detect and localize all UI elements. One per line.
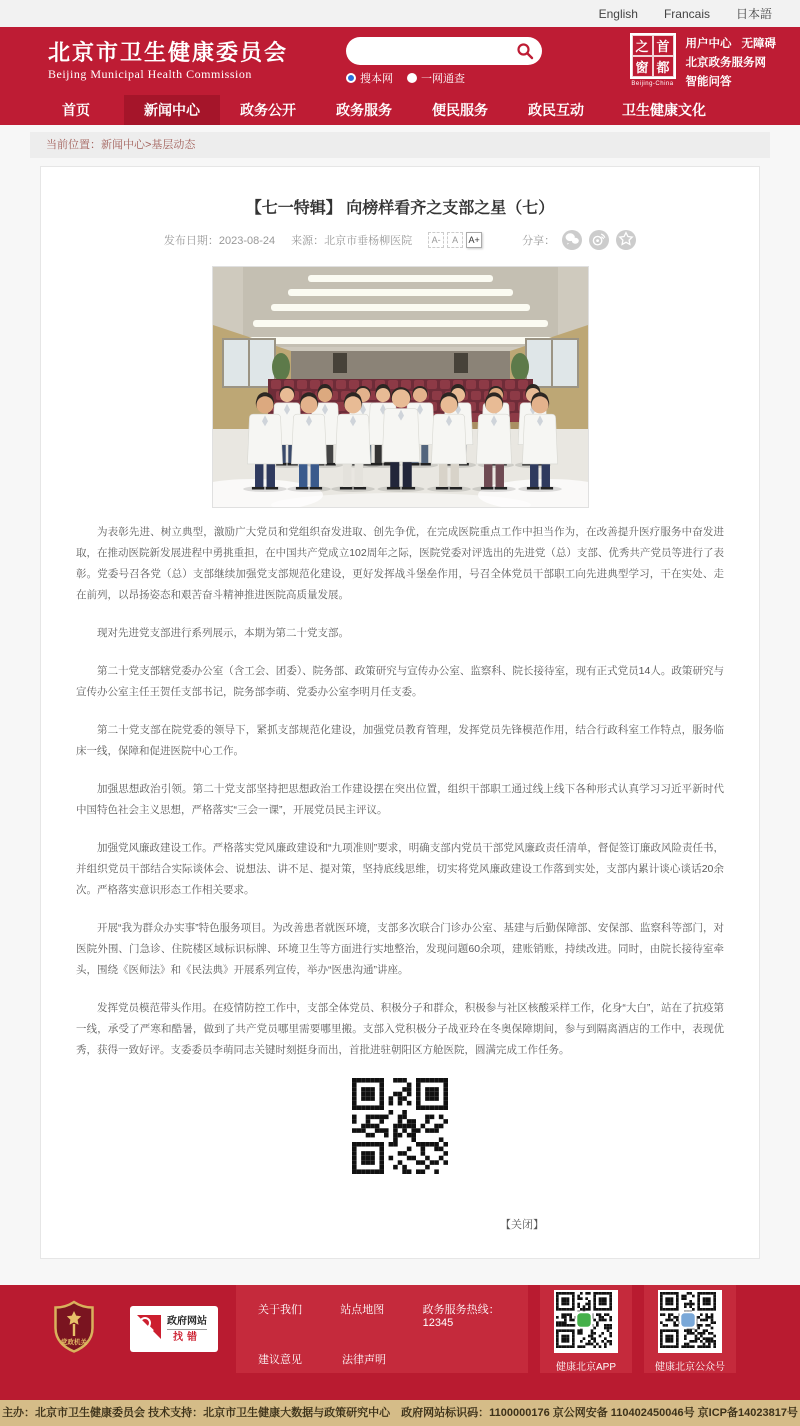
search-input[interactable] <box>358 40 512 64</box>
article-paragraph: 加强党风廉政建设工作。严格落实党风廉政建设和“九项准则”要求，明确支部内党员干部党风廉政责任清单，督促签订廉政风险责任书，并组织党员干部结合实际谈体会、说想法、讲不足、提对策，坚持底线思维，切实将党风廉政建设工作落到实处，支部内累计谈心谈话20余次。严格落实意识形态工作相关要求。 <box>76 842 724 896</box>
footer-links-panel <box>236 1285 528 1373</box>
lang-link-japanese[interactable]: 日本語 <box>735 7 772 21</box>
error-report-magnifier-icon <box>136 1312 162 1347</box>
article-paragraph: 现对先进党支部进行系列展示，本期为第二十党支部。 <box>97 627 349 639</box>
lang-link-english[interactable]: English <box>598 6 638 21</box>
article-paragraph: 发挥党员模范带头作用。在疫情防控工作中，支部全体党员、积极分子和群众，积极参与社区核酸采样工作，化身“大白”，站在了抗疫第一线，承受了严寒和酷暑，做到了共产党员哪里需要哪里搬。支部入党积极分子战亚玲在冬奥保障期间，参与到隔离酒店的工作中，表现优秀，获得一致好评。支委委员李萌同志关键时刻挺身而出，首批进驻朝阳区方舱医院，圆满完成工作任务。 <box>76 1002 724 1056</box>
article-meta <box>76 230 724 250</box>
portal-logo-char: 窗 <box>632 56 653 77</box>
link-beijing-gov-service[interactable]: 北京政务服务网 <box>685 57 766 69</box>
close-row <box>76 1216 724 1232</box>
font-larger-button[interactable]: A+ <box>466 232 482 248</box>
article-card <box>40 166 760 1259</box>
health-beijing-wechat-label: 健康北京公众号 <box>655 1362 725 1373</box>
nav-item-public-interaction[interactable]: 政民互动 <box>528 102 584 118</box>
link-smart-qa[interactable]: 智能问答 <box>685 76 732 88</box>
footer-qr-wechat <box>644 1285 736 1373</box>
site-header <box>0 27 800 125</box>
footer-link-about-us[interactable]: 关于我们 <box>258 1304 302 1316</box>
portal-logo-char: 都 <box>653 56 674 77</box>
share-wechat-button[interactable] <box>562 230 582 250</box>
star-icon <box>616 229 636 252</box>
font-smaller-button[interactable]: A- <box>428 232 444 248</box>
gov-service-hotline: 政务服务热线：12345 <box>422 1304 500 1329</box>
nav-item-health-culture[interactable]: 卫生健康文化 <box>622 102 706 118</box>
font-normal-button[interactable]: A <box>447 232 463 248</box>
article-source: 来源：北京市垂杨柳医院 <box>291 235 413 247</box>
article-paragraph: 为表彰先进、树立典型，激励广大党员和党组织奋发进取、创先争优，在完成医院重点工作中担当作为，在改善提升医疗服务中奋发进取，在推动医院新发展进程中勇挑重担，在中国共产党成立102周年之际，医院党委对评选出的先进党（总）支部、优秀共产党员等进行了表彰。党委号召各党（总）支部继续加强党支部规范化建设，更好发挥战斗堡垒作用，号召全体党员干部职工向先进典型学习，干在实处、走在前列，以昂扬姿态和艰苦奋斗精神推进医院高质量发展。 <box>76 526 724 601</box>
top-utility-bar <box>0 0 800 27</box>
search-scope-this-site[interactable]: 搜本网 <box>346 70 393 86</box>
footer-qr-app <box>540 1285 632 1373</box>
article-paragraph: 加强思想政治引领。第二十党支部坚持把思想政治工作建设摆在突出位置，组织干部职工通过线上线下各种形式认真学习习近平新时代中国特色社会主义思想，严格落实“三会一课”，开展党员民主评议。 <box>76 783 724 816</box>
main-nav <box>0 95 800 125</box>
health-beijing-wechat-qr-code <box>658 1290 722 1353</box>
close-button[interactable]: 【关闭】 <box>500 1219 544 1231</box>
search-area <box>346 37 546 86</box>
article-title: 【七一特辑】 向榜样看齐之支部之星（七） <box>245 200 555 217</box>
radio-unselected-icon <box>407 73 417 83</box>
nav-item-gov-affairs[interactable]: 政务公开 <box>240 102 296 118</box>
article-qr-code <box>352 1078 448 1174</box>
nav-item-home[interactable]: 首页 <box>62 102 90 118</box>
share-label: 分享： <box>522 235 556 247</box>
weibo-icon <box>589 229 609 252</box>
party-gov-shield-badge[interactable] <box>52 1300 96 1359</box>
search-button[interactable] <box>516 42 534 60</box>
health-beijing-app-label: 健康北京APP <box>555 1362 616 1373</box>
article-paragraph: 第二十党支部辖党委办公室（含工会、团委）、院务部、政策研究与宣传办公室、监察科、院长接待室，现有正式党员14人。政策研究与宣传办公室主任王贺任支部书记，院务部李萌、党委办公室李明月任支委。 <box>76 665 724 698</box>
site-subtitle: Beijing Municipal Health Commission <box>48 66 252 81</box>
link-user-center[interactable]: 用户中心 <box>685 38 732 50</box>
portal-logo-char: 首 <box>653 35 674 56</box>
shoudu-zhichuang-logo[interactable] <box>630 33 676 87</box>
search-scope-all-network[interactable]: 一网通查 <box>407 70 465 86</box>
lang-link-francais[interactable]: Francais <box>663 6 710 21</box>
radio-selected-icon <box>346 73 356 83</box>
breadcrumb[interactable]: 当前位置：新闻中心>基层动态 <box>30 132 770 158</box>
footer-legal-bar <box>0 1400 800 1426</box>
error-report-label-1: 政府网站 <box>167 1316 207 1330</box>
portal-logo-caption: Beijing-China <box>631 81 674 87</box>
site-logo[interactable] <box>48 41 310 82</box>
health-beijing-app-qr-code <box>554 1290 618 1353</box>
article-paragraph: 第二十党支部在院党委的领导下，紧抓支部规范化建设，加强党员教育管理，发挥党员先锋模范作用，结合行政科室工作特点，服务临床一线，保障和促进医院中心工作。 <box>76 724 724 757</box>
publish-date: 发布日期：2023-08-24 <box>163 235 276 247</box>
site-title: 北京市卫生健康委员会 <box>48 39 289 65</box>
article-paragraph: 开展“我为群众办实事”特色服务项目。为改善患者就医环境，支部多次联合门诊办公室、基建与后勤保障部、安保部、监察科等部门，对医院外围、门急诊、住院楼区域标识标牌、环境卫生等方面进行实地整治，发现问题60余项，建账销账，持续改进。同时，由院长接待室牵头，围绕《医师法》和《民法典》开展系列宣传，举办“医患沟通”讲座。 <box>76 922 724 976</box>
portal-logo-char: 之 <box>632 35 653 56</box>
gov-site-error-report-badge[interactable] <box>130 1306 218 1352</box>
footer-link-legal-notice[interactable]: 法律声明 <box>342 1354 386 1366</box>
search-icon <box>516 48 534 63</box>
footer-link-site-map[interactable]: 站点地图 <box>340 1304 385 1316</box>
svg-text:党政机关: 党政机关 <box>61 1338 87 1346</box>
nav-item-convenience-services[interactable]: 便民服务 <box>432 102 488 118</box>
wechat-icon <box>562 229 582 252</box>
share-qzone-button[interactable] <box>616 230 636 250</box>
content-area <box>0 132 800 1285</box>
footer-legal-text: 主办：北京市卫生健康委员会 技术支持：北京市卫生健康大数据与政策研究中心 政府网站标识码：1100000176 京公网安备 110402450046号 京ICP备14023817号 <box>2 1407 798 1419</box>
site-footer <box>0 1285 800 1400</box>
share-weibo-button[interactable] <box>589 230 609 250</box>
nav-item-news-center[interactable]: 新闻中心 <box>124 95 220 125</box>
nav-item-gov-services[interactable]: 政务服务 <box>336 102 392 118</box>
link-accessibility[interactable]: 无障碍 <box>741 38 776 50</box>
article-photo-group-of-medical-staff <box>212 266 589 508</box>
error-report-label-2: 找错 <box>173 1331 201 1343</box>
footer-link-suggestions[interactable]: 建议意见 <box>258 1354 302 1366</box>
